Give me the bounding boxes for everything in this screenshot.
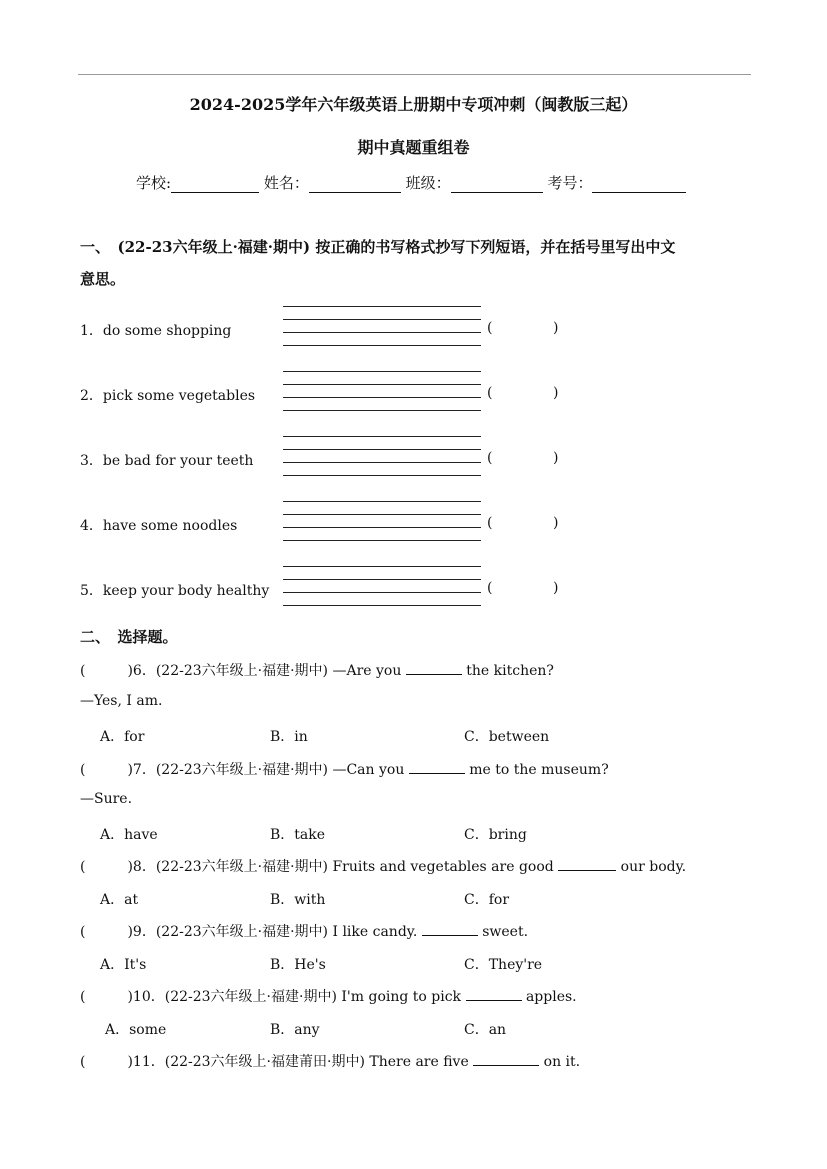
answer-paren-right: ) [553,515,559,531]
option-c[interactable]: C．for [464,892,510,908]
answer-blank[interactable] [406,661,462,675]
answer-blank[interactable] [409,760,465,774]
name-blank[interactable] [309,178,401,193]
answer-blank[interactable] [473,1052,539,1066]
answer-blank[interactable] [466,987,522,1001]
question-10: ( )10．(22-23六年级上·福建·期中) I'm going to pick apples. [80,989,577,1005]
answer-paren-left: ( [487,385,493,401]
phrase-item: 1．do some shopping [80,323,232,339]
question-11: ( )11．(22-23六年级上·福建莆田·期中) There are five on it. [80,1054,581,1070]
header-rule [78,74,751,75]
document-subtitle: 期中真题重组卷 [357,138,470,157]
exam-no-label: 考号： [547,174,593,192]
answer-blank[interactable] [422,922,478,936]
option-b[interactable]: B．in [270,729,308,745]
question-8: ( )8．(22-23六年级上·福建·期中) Fruits and vegetables are good our body. [80,859,687,875]
name-label: 姓名： [263,174,309,192]
class-label: 班级： [405,174,451,192]
option-b[interactable]: B．He's [270,957,326,973]
option-c[interactable]: C．bring [464,827,527,843]
school-label: 学校: [136,174,172,192]
answer-paren-left: ( [487,515,493,531]
question-9: ( )9．(22-23六年级上·福建·期中) I like candy. sweet. [80,924,529,940]
section2-heading: 二、 选择题。 [80,628,178,646]
section1-heading-cont: 意思。 [80,270,126,288]
answer-paren-right: ) [553,450,559,466]
phrase-item: 4．have some noodles [80,518,238,534]
answer-paren-right: ) [553,320,559,336]
phrase-item: 5．keep your body healthy [80,583,270,599]
option-c[interactable]: C．They're [464,957,543,973]
answer-paren-left: ( [487,450,493,466]
class-blank[interactable] [451,178,543,193]
option-a[interactable]: A．some [105,1022,167,1038]
phrase-item: 3．be bad for your teeth [80,453,254,469]
student-info-row [136,172,686,193]
exam-no-blank[interactable] [592,178,686,193]
answer-paren-right: ) [553,580,559,596]
option-a[interactable]: A．for [100,729,145,745]
option-c[interactable]: C．an [464,1022,507,1038]
phrase-item: 2．pick some vegetables [80,388,256,404]
answer-paren-right: ) [553,385,559,401]
answer-paren-left: ( [487,320,493,336]
answer-blank[interactable] [558,857,616,871]
section1-heading: 一、 (22-23六年级上·福建·期中) 按正确的书写格式抄写下列短语，并在括号里写出中文 [80,238,676,256]
question-7: ( )7．(22-23六年级上·福建·期中) —Can you me to the museum? [80,762,609,778]
option-a[interactable]: A．have [100,827,158,843]
option-b[interactable]: B．any [270,1022,320,1038]
option-a[interactable]: A．at [100,892,139,908]
question-6-response: —Yes, I am. [80,693,163,709]
question-6: ( )6．(22-23六年级上·福建·期中) —Are you the kitchen? [80,663,554,679]
option-b[interactable]: B．with [270,892,326,908]
document-title: 2024-2025学年六年级英语上册期中专项冲刺（闽教版三起） [189,95,638,114]
question-7-response: —Sure. [80,791,133,807]
school-blank[interactable] [171,178,259,193]
answer-paren-left: ( [487,580,493,596]
option-c[interactable]: C．between [464,729,550,745]
option-a[interactable]: A．It's [100,957,147,973]
option-b[interactable]: B．take [270,827,326,843]
